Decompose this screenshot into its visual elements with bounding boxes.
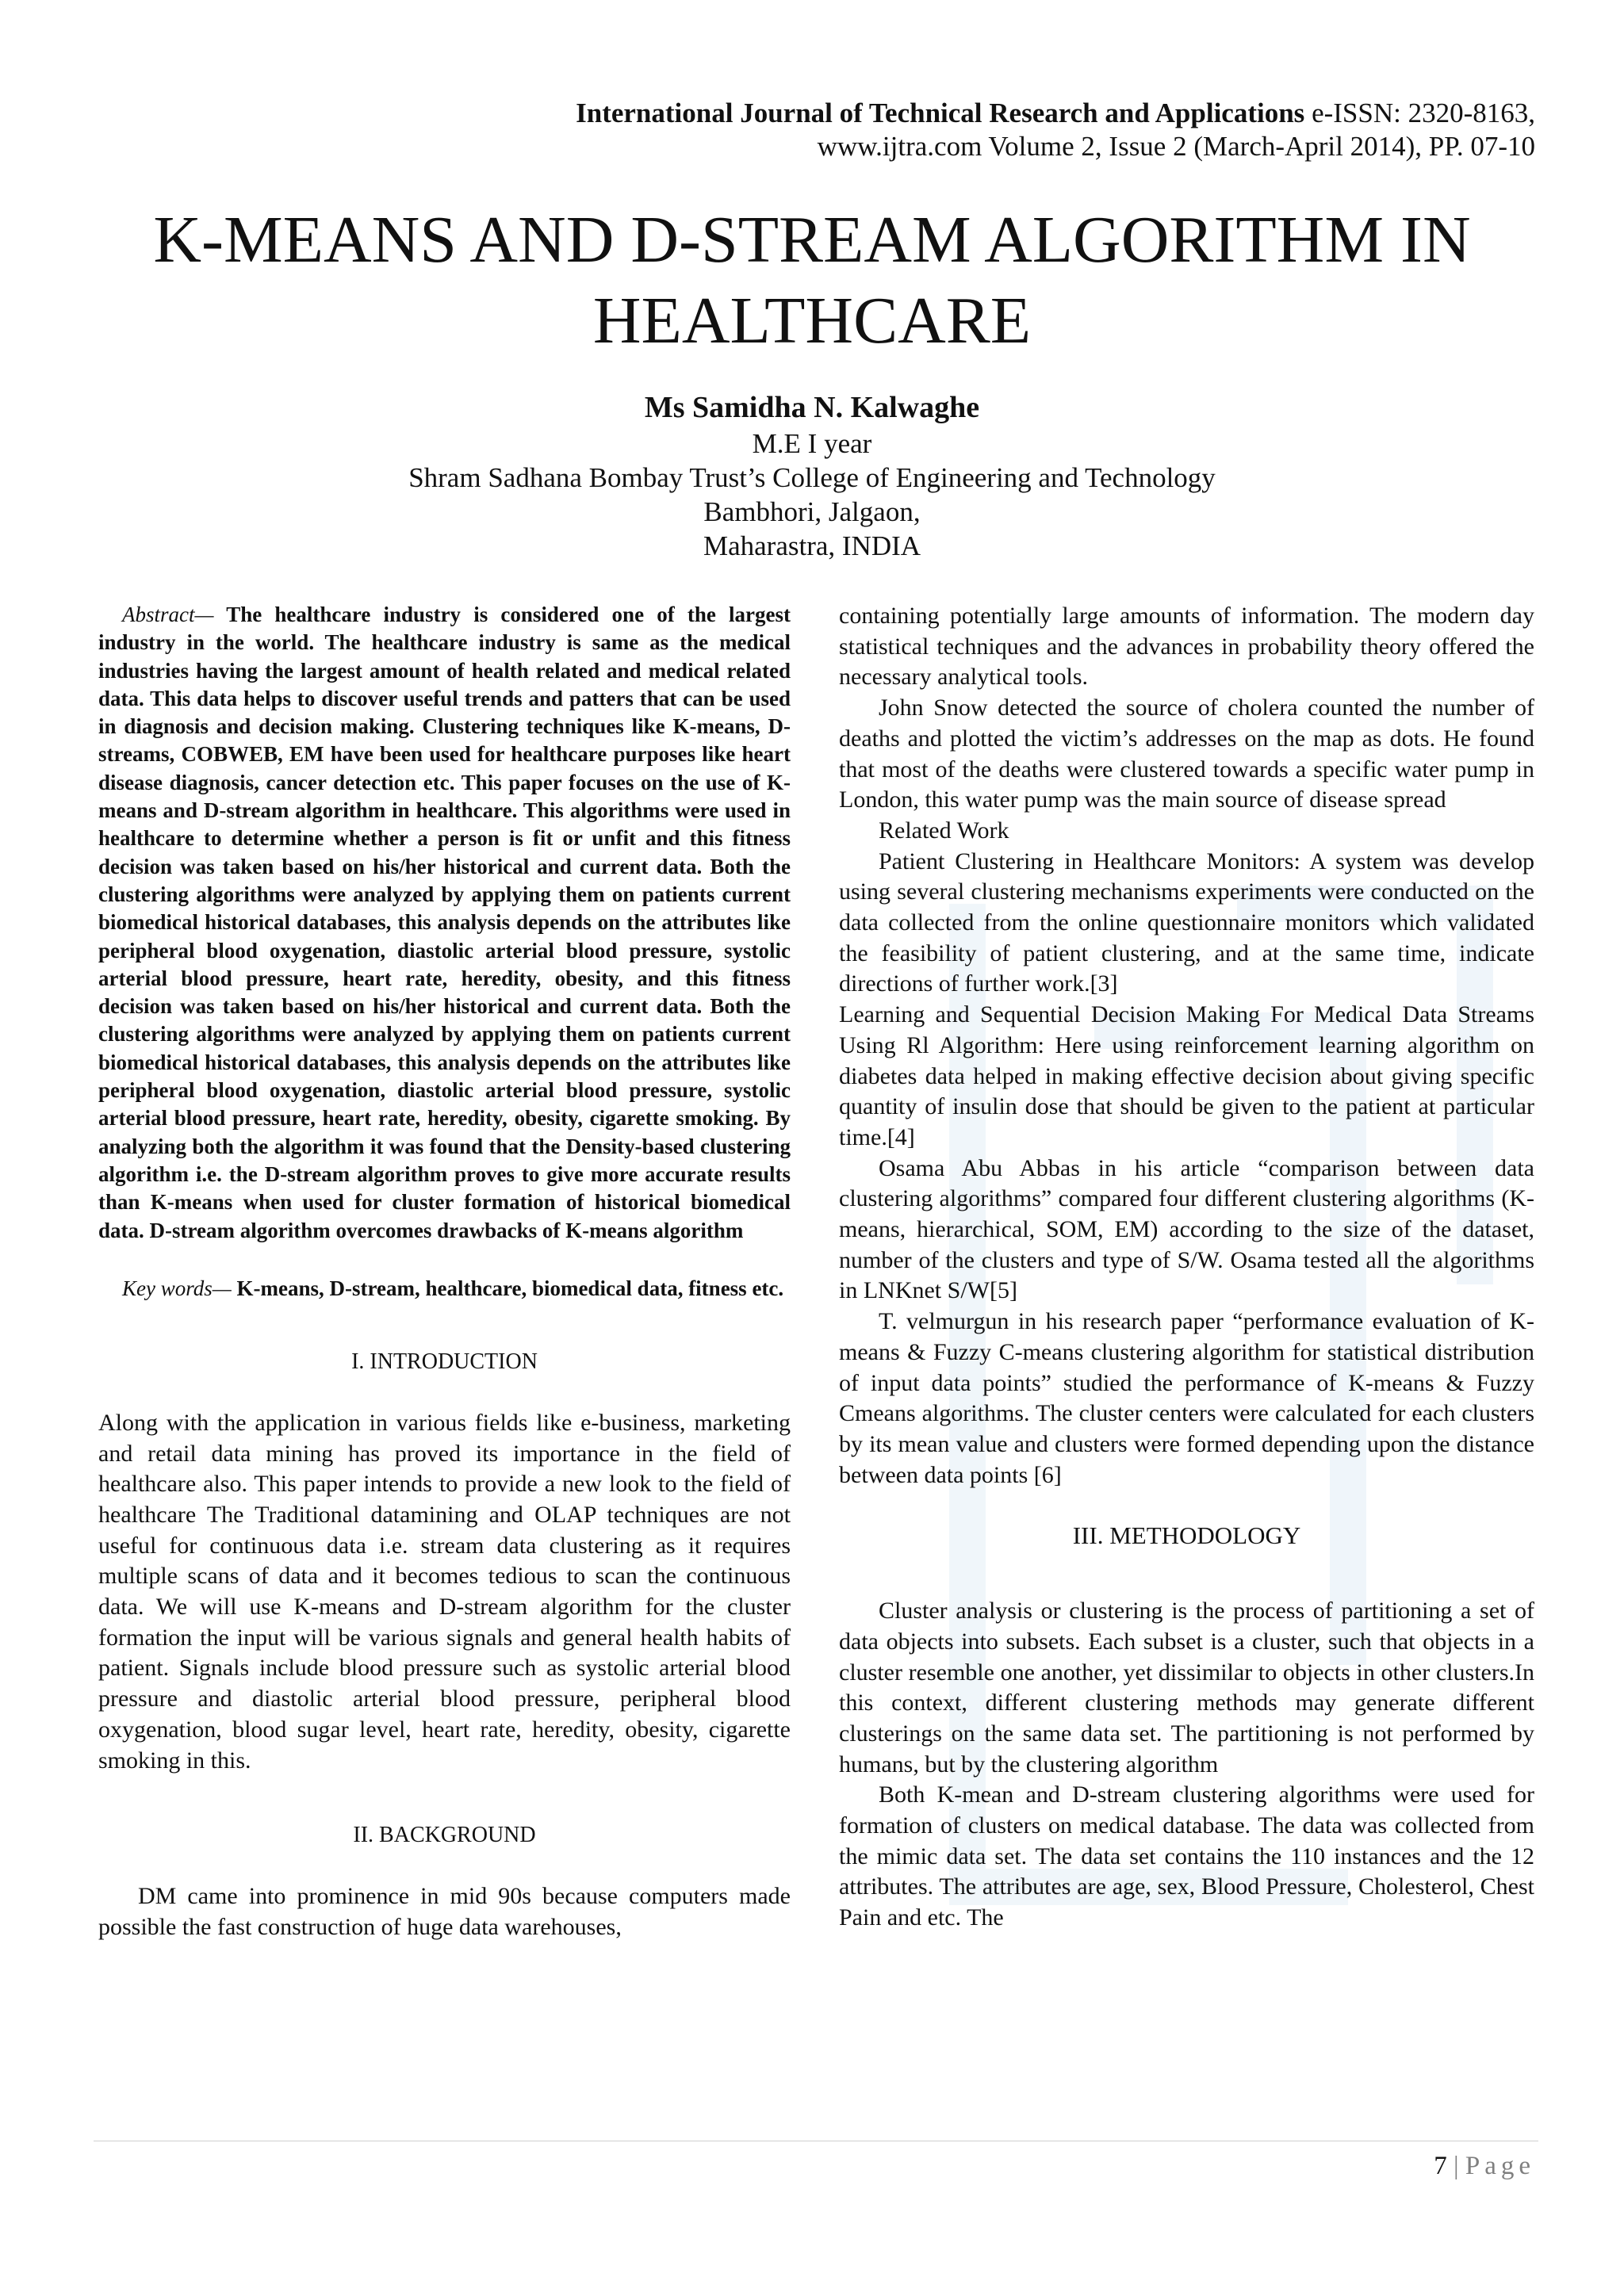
- section-heading-methodology: III. METHODOLOGY: [1072, 1521, 1301, 1550]
- journal-name: International Journal of Technical Research and Applications: [576, 98, 1305, 128]
- abstract-label: Abstract—: [122, 603, 214, 626]
- section-heading-background: II. BACKGROUND: [353, 1823, 536, 1848]
- author-affiliation-2: Bambhori, Jalgaon,: [703, 496, 921, 527]
- paper-title: [87, 200, 1537, 362]
- author-affiliation-1: Shram Sadhana Bombay Trust’s College of Engineering and Technology: [408, 462, 1216, 493]
- methodology-text-2: Both K-mean and D-stream clustering algorithms were used for formation of clusters on medical database. The data was collected from the mimic data set. The data set contains the 110 instances and the 12 attributes. The attributes are age, sex, Blood Pressure, Cholesterol, Chest Pain and etc. The: [839, 1781, 1534, 1931]
- methodology-text-1: Cluster analysis or clustering is the process of partitioning a set of data objects into subsets. Each subset is a cluster, such that objects in a cluster resemble one another, yet dissimilar to objects in other clusters.In this context, different clustering methods may generate different clusterings on the same data set. The partitioning is not performed by humans, but by the clustering algorithm: [839, 1598, 1534, 1777]
- background-text: DM came into prominence in mid 90s because computers made possible the fast construction of huge data warehouses,: [98, 1882, 791, 1940]
- author-affiliation-3: Maharastra, INDIA: [703, 530, 921, 561]
- paper-title-line1: K-MEANS AND D-STREAM ALGORITHM IN: [153, 203, 1471, 277]
- abstract-text: The healthcare industry is considered one of the largest industry in the world. The healthcare industry is same as the medical industries having the largest amount of health related and medical related data. This data helps to discover useful trends and patters that can be used in diagnosis and decision making. Clustering techniques like K-means, D-streams, COBWEB, EM have been used for healthcare purposes like heart disease diagnosis, cancer detection etc. This paper focuses on the use of K-means and D-stream algorithm in healthcare. This algorithms were used in healthcare to determine whether a person is fit or unfit and this fitness decision was taken based on his/her historical and current data. Both the clustering algorithms were analyzed by applying them on patients current biomedical historical databases, this analysis depends on the attributes like peripheral blood oxygenation, diastolic arterial blood pressure, systolic arterial blood pressure, heart rate, heredity, obesity, and this fitness decision was taken based on his/her historical and current data. Both the clustering algorithms were analyzed by applying them on patients current biomedical historical databases, this analysis depends on the attributes like peripheral blood oxygenation, diastolic arterial blood pressure, systolic arterial blood pressure, heart rate, heredity, obesity, cigarette smoking. By analyzing both the algorithm it was found that the Density-based clustering algorithm i.e. the D-stream algorithm proves to give more accurate results than K-means when used for cluster formation of historical biomedical data. D-stream algorithm overcomes drawbacks of K-means algorithm: [98, 603, 791, 1242]
- author-name: Ms Samidha N. Kalwaghe: [644, 391, 980, 424]
- page-number-value: 7: [1434, 2152, 1447, 2180]
- page-number: [1434, 2150, 1535, 2182]
- author-block: [87, 388, 1537, 563]
- keywords-text: K-means, D-stream, healthcare, biomedical data, fitness etc.: [236, 1276, 784, 1300]
- john-snow-paragraph: John Snow detected the source of cholera counted the number of deaths and plotted the victim’s addresses on the map as dots. He found that most of the deaths were clustered towards a specific water pump in London, this water pump was the main source of disease spread: [839, 695, 1534, 813]
- left-column: [98, 601, 791, 1942]
- page-label: Page: [1465, 2152, 1535, 2180]
- related-work-heading: Related Work: [879, 817, 1009, 844]
- keywords: [98, 1275, 791, 1303]
- background-continued: containing potentially large amounts of information. The modern day statistical techniques and the advances in probability theory offered the necessary analytical tools.: [839, 603, 1534, 691]
- journal-volume: www.ijtra.com Volume 2, Issue 2 (March-April 2014), PP. 07-10: [817, 131, 1535, 162]
- introduction-text: Along with the application in various fields like e-business, marketing and retail data mining has proved its importance in the field of healthcare also. This paper intends to provide a new look to the field of healthcare The Traditional datamining and OLAP techniques are not useful for continuous data i.e. stream data clustering as it requires multiple scans of data and it becomes tedious to scan the continuous data. We will use K-means and D-stream algorithm for the cluster formation the input will be various signals and general health habits of patient. Signals include blood pressure such as systolic arterial blood pressure and diastolic arterial blood pressure, peripheral blood oxygenation, blood sugar level, heart rate, heredity, obesity, cigarette smoking in this.: [98, 1409, 791, 1774]
- abstract: [98, 601, 791, 1245]
- author-affiliation-0: M.E I year: [752, 428, 872, 459]
- paper-title-line2: HEALTHCARE: [592, 284, 1032, 358]
- keywords-label: Key words—: [122, 1276, 232, 1300]
- related-work-1: Patient Clustering in Healthcare Monitors: A system was develop using several clustering mechanisms experiments were conducted on the data collected from the online questionnaire monitors which validated the feasibility of patient clustering, and at the same time, indicate directions of further work.[3]: [839, 848, 1534, 997]
- section-heading-introduction: I. INTRODUCTION: [351, 1349, 538, 1375]
- page-number-separator: |: [1453, 2152, 1459, 2180]
- right-column: [839, 601, 1534, 1934]
- related-work-3: Osama Abu Abbas in his article “comparison between data clustering algorithms” compared four different clustering algorithms (K-means, hierarchical, SOM, EM) according to the size of the dataset, number of the clusters and type of S/W. Osama tested all the algorithms in LNKnet S/W[5]: [839, 1154, 1534, 1304]
- related-work-4: T. velmurgun in his research paper “performance evaluation of K-means & Fuzzy C-means clustering algorithm for statistical distribution of input data points” studied the performance of K-means & Fuzzy Cmeans algorithms. The cluster centers were calculated for each clusters by its mean value and clusters were formed depending upon the distance between data points [6]: [839, 1308, 1534, 1488]
- journal-header: [576, 97, 1535, 163]
- journal-issn: e-ISSN: 2320-8163,: [1312, 98, 1535, 128]
- related-work-2: Learning and Sequential Decision Making For Medical Data Streams Using Rl Algorithm: Here using reinforcement learning algorithm on diabetes data helped in making effective decision about giving specific quantity of insulin dose that should be given to the patient at particular time.[4]: [839, 1001, 1534, 1150]
